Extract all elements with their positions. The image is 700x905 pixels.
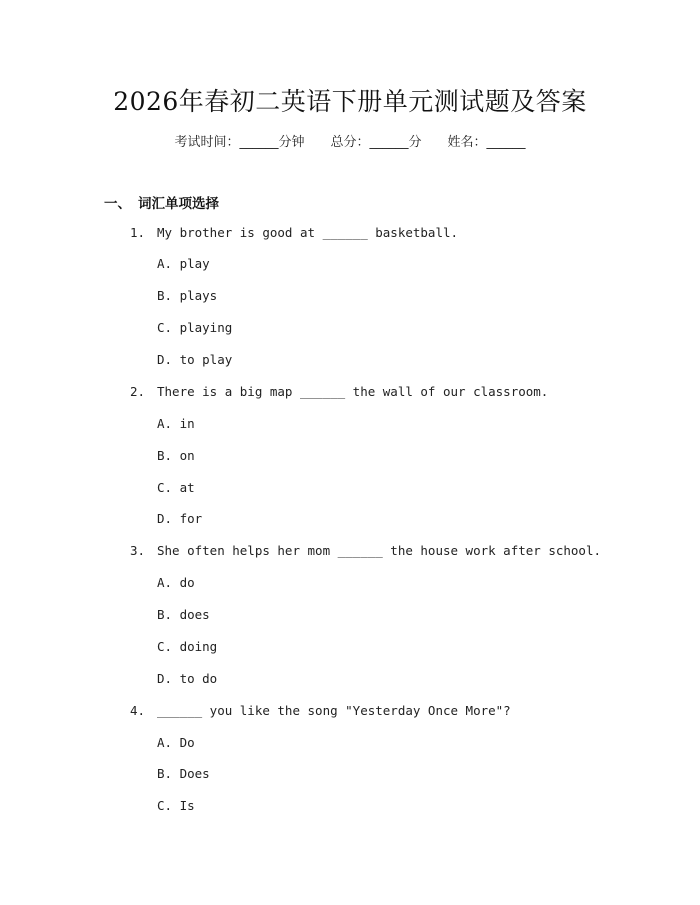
student-name-field: 姓名：______	[447, 135, 526, 150]
question-text: ______ you like the song "Yesterday Once More"?	[157, 703, 511, 718]
question-1-option-b: B. plays	[157, 288, 218, 303]
question-1	[130, 225, 458, 240]
question-3-option-b: B. does	[157, 607, 210, 622]
section-number: 一、	[104, 196, 131, 212]
question-3	[130, 543, 601, 558]
question-number: 1.	[130, 225, 146, 240]
question-text: She often helps her mom ______ the house work after school.	[157, 543, 602, 558]
total-score-field: 总分：______分	[330, 135, 422, 150]
question-2-option-b: B. on	[157, 448, 195, 463]
question-2-option-a: A. in	[157, 416, 195, 431]
question-number: 4.	[130, 703, 146, 718]
question-4-option-c: C. Is	[157, 798, 195, 813]
question-number: 2.	[130, 384, 146, 399]
exam-meta-line	[0, 131, 700, 150]
question-text: There is a big map ______ the wall of our classroom.	[157, 384, 549, 399]
question-4-option-b: B. Does	[157, 766, 210, 781]
question-4-option-a: A. Do	[157, 735, 195, 750]
question-2	[130, 384, 548, 399]
question-1-option-a: A. play	[157, 256, 210, 271]
document-title: 2026年春初二英语下册单元测试题及答案	[113, 87, 587, 116]
question-3-option-a: A. do	[157, 575, 195, 590]
question-2-option-d: D. for	[157, 511, 203, 526]
question-3-option-d: D. to do	[157, 671, 218, 686]
question-1-option-c: C. playing	[157, 320, 233, 335]
question-2-option-c: C. at	[157, 480, 195, 495]
question-text: My brother is good at ______ basketball.	[157, 225, 459, 240]
section-title: 词汇单项选择	[138, 196, 219, 212]
section-heading	[104, 192, 219, 212]
question-1-option-d: D. to play	[157, 352, 233, 367]
exam-time-field: 考试时间：______分钟	[174, 135, 305, 150]
question-4	[130, 703, 511, 718]
question-3-option-c: C. doing	[157, 639, 218, 654]
question-number: 3.	[130, 543, 146, 558]
